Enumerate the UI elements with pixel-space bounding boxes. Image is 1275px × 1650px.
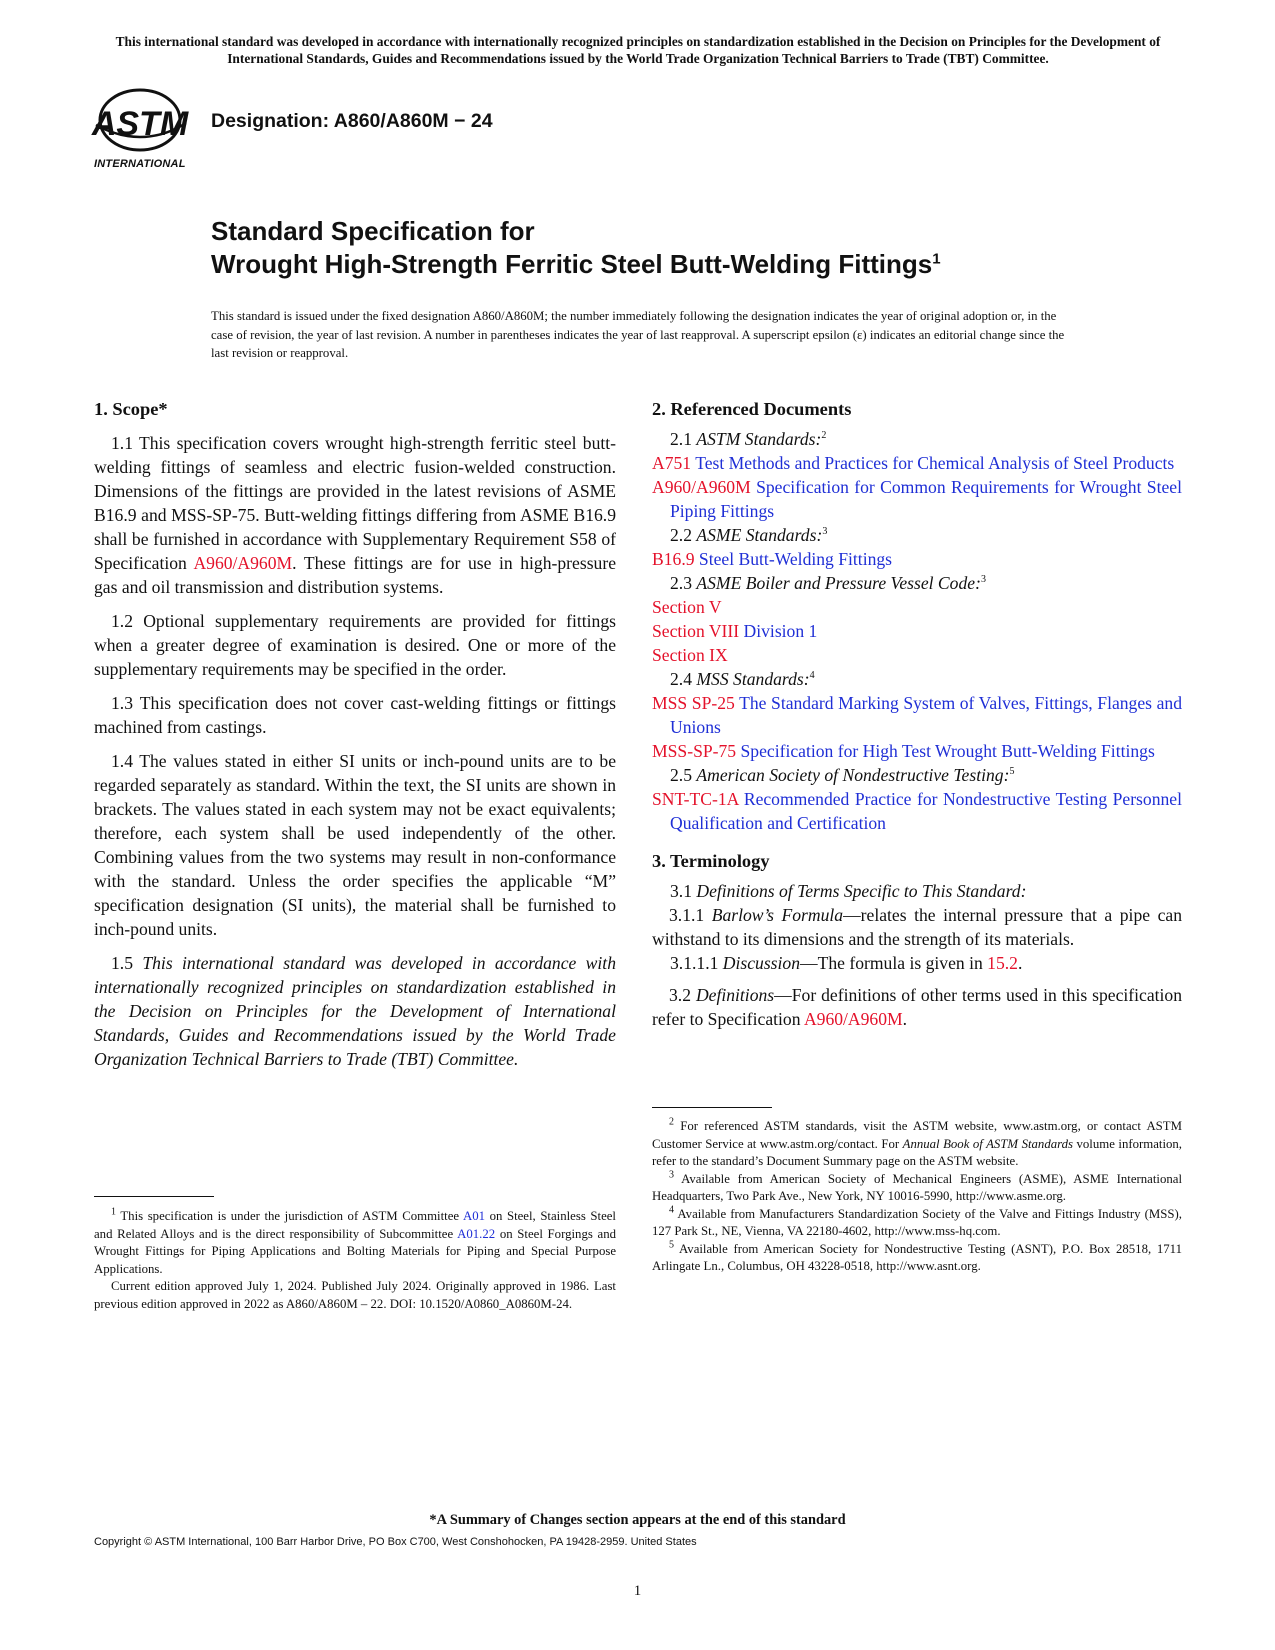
footnote-3: $^3$ Available from American Society of Mechanical Engineers (ASME), ASME International Headquarters, Two Park Ave., New York, NY 10016-5990, http://www.asme.org. (652, 1169, 1183, 1203)
term-3-1: 3.1 Definitions of Terms Specific to This Standard: (670, 881, 1027, 901)
ref-section-v[interactable]: Section V (652, 597, 722, 617)
ref-a960[interactable]: A960/A960M Specification for Common Requirements for Wrought Steel Piping Fittings (652, 477, 1182, 521)
footnote-rule-left (94, 1196, 214, 1197)
ref-2-2: 2.2 ASME Standards:$^3$ (670, 525, 828, 545)
footnote-5: $^5$ Available from American Society for Nondestructive Testing (ASNT), P.O. Box 28518, 1711 Arlingate Ln., Columbus, OH 43228-0518, http://www.asnt.org. (652, 1239, 1182, 1273)
copyright: Copyright © ASTM International, 100 Barr Harbor Drive, PO Box C700, West Conshohocken, PA 19428-2959. United States (94, 1536, 697, 1548)
footnote-4: $^4$ Available from Manufacturers Standardization Society of the Valve and Fittings Industry (MSS), 127 Park St., NE, Vienna, VA 22180-4602, http://www.mss-hq.com. (652, 1204, 1182, 1238)
logo-international-text: INTERNATIONAL (94, 158, 186, 170)
link-committee-a01[interactable]: A01 (462, 1209, 485, 1223)
footnote-1: $^1$ This specification is under the jurisdiction of ASTM Committee A01 on Steel, Stainless Steel and Related Alloys and is the direct responsibility of Subcommittee A01.22 on Steel Forgings and Wrought Fittings for Piping Applications and Bolting Materials for Piping and Special Purpose Applications. Current edition approved July 1, 2024. Published July 2024. Originally approved in 1986. Last previous edition approved in 2022 as A860/A860M – 22. DOI: 10.1520/A0860_A0860M-24. (94, 1208, 616, 1313)
ref-b16-9[interactable]: B16.9 Steel Butt-Welding Fittings (652, 549, 893, 569)
ref-section-viii[interactable]: Section VIII Division 1 (652, 621, 818, 641)
ref-a751[interactable]: A751 Test Methods and Practices for Chemical Analysis of Steel Products (652, 453, 1175, 473)
section-heading-referenced-documents: 2. Referenced Documents (652, 399, 852, 419)
footnote-rule-right (652, 1107, 772, 1108)
logo-letters: ASTM (91, 105, 189, 143)
document-title (211, 215, 941, 281)
ref-section-ix[interactable]: Section IX (652, 645, 728, 665)
section-heading-scope: 1. Scope* (94, 399, 168, 419)
title-line-2: Wrought High-Strength Ferritic Steel Butt-Welding Fittings$^1$ (211, 249, 941, 279)
designation: Designation: A860/A860M − 24 (211, 110, 493, 132)
astm-logo (88, 85, 198, 180)
term-3-1-1-1: 3.1.1.1 Discussion—The formula is given in 15.2. (670, 953, 1023, 973)
link-subcommittee-a01-22[interactable]: A01.22 (457, 1226, 496, 1241)
ref-mss-sp-25[interactable]: MSS SP-25 The Standard Marking System of Valves, Fittings, Flanges and Unions (652, 693, 1183, 737)
term-3-1-1: 3.1.1 Barlow’s Formula—relates the internal pressure that a pipe can withstand to its dimensions and the strength of its materials. (652, 905, 1182, 949)
tbt-notice: This international standard was developed in accordance with internationally recognized principles on standardization established in the Decision on Principles for the Development of International Standards, Guides and Recommendations issued by the World Trade Organization Technical Barriers to Trade (TBT) Committee. (115, 34, 1161, 66)
ref-mss-sp-75[interactable]: MSS-SP-75 Specification for High Test Wrought Butt-Welding Fittings (652, 741, 1155, 761)
right-column (652, 397, 1182, 1031)
scope-para-1-3: 1.3 This specification does not cover cast-welding fittings or fittings machined from castings. (94, 693, 616, 737)
footnote-2: $^2$ For referenced ASTM standards, visit the ASTM website, www.astm.org, or contact ASTM Customer Service at www.astm.org/contact. For Annual Book of ASTM Standards volume information, refer to the standard’s Document Summary page on the ASTM website. (652, 1116, 1183, 1168)
left-column (94, 397, 616, 1071)
link-a960-terminology[interactable]: A960/A960M (803, 1009, 903, 1029)
scope-para-1-1: 1.1 This specification covers wrought high-strength ferritic steel butt-welding fittings of seamless and electric fusion-welded construction. Dimensions of the fittings are provided in the latest revisions of ASME B16.9 and MSS-SP-75. Butt-welding fittings differing from ASME B16.9 shall be furnished in accordance with Supplementary Requirement S58 of Specification A960/A960M. These fittings are for use in high-pressure gas and oil transmission and distribution systems. (94, 433, 617, 597)
ref-2-3: 2.3 ASME Boiler and Pressure Vessel Code:$^3$ (670, 573, 986, 593)
ref-2-4: 2.4 MSS Standards:$^4$ (670, 669, 815, 689)
scope-para-1-5: 1.5 This international standard was developed in accordance with internationally recognized principles on standardization established in the Decision on Principles for the Development of International Standards, Guides and Recommendations issued by the World Trade Organization Technical Barriers to Trade (TBT) Committee. (94, 953, 616, 1069)
footnote-1-edition: Current edition approved July 1, 2024. Published July 2024. Originally approved in 1986. Last previous edition approved in 2022 as A860/A860M – 22. DOI: 10.1520/A0860_A0860M-24. (94, 1279, 616, 1311)
section-heading-terminology: 3. Terminology (652, 851, 770, 871)
page-number: 1 (633, 1583, 642, 1599)
issuance-note: This standard is issued under the fixed designation A860/A860M; the number immediately following the designation indicates the year of original adoption or, in the case of revision, the year of last revision. A number in parentheses indicates the year of last reapproval. A superscript epsilon (ε) indicates an editorial change since the last revision or reapproval. (211, 309, 1065, 360)
ref-2-1: 2.1 ASTM Standards:$^2$ (670, 429, 827, 449)
link-15-2[interactable]: 15.2 (987, 953, 1018, 973)
ref-snt-tc-1a[interactable]: SNT-TC-1A Recommended Practice for Nondestructive Testing Personnel Qualification and Certification (652, 789, 1182, 833)
scope-para-1-2: 1.2 Optional supplementary requirements are provided for fittings when a greater degree of examination is desired. One or more of the supplementary requirements may be specified in the order. (94, 611, 616, 679)
scope-para-1-4: 1.4 The values stated in either SI units or inch-pound units are to be regarded separately as standard. Within the text, the SI units are shown in brackets. The values stated in each system may not be exact equivalents; therefore, each system shall be used independently of the other. Combining values from the two systems may result in non-conformance with the standard. Unless the order specifies the applicable “M” specification designation (SI units), the material shall be furnished to inch-pound units. (94, 751, 616, 939)
footnotes-right (652, 1118, 1182, 1276)
title-footnote-mark: 1 (932, 250, 941, 268)
link-a960[interactable]: A960/A960M (193, 553, 293, 573)
term-3-2: 3.2 Definitions—For definitions of other terms used in this specification refer to Specification A960/A960M. (652, 985, 1183, 1029)
ref-2-5: 2.5 American Society of Nondestructive Testing:$^5$ (670, 765, 1015, 785)
title-line-1: Standard Specification for (211, 216, 535, 246)
summary-of-changes-note: *A Summary of Changes section appears at the end of this standard (429, 1512, 846, 1528)
